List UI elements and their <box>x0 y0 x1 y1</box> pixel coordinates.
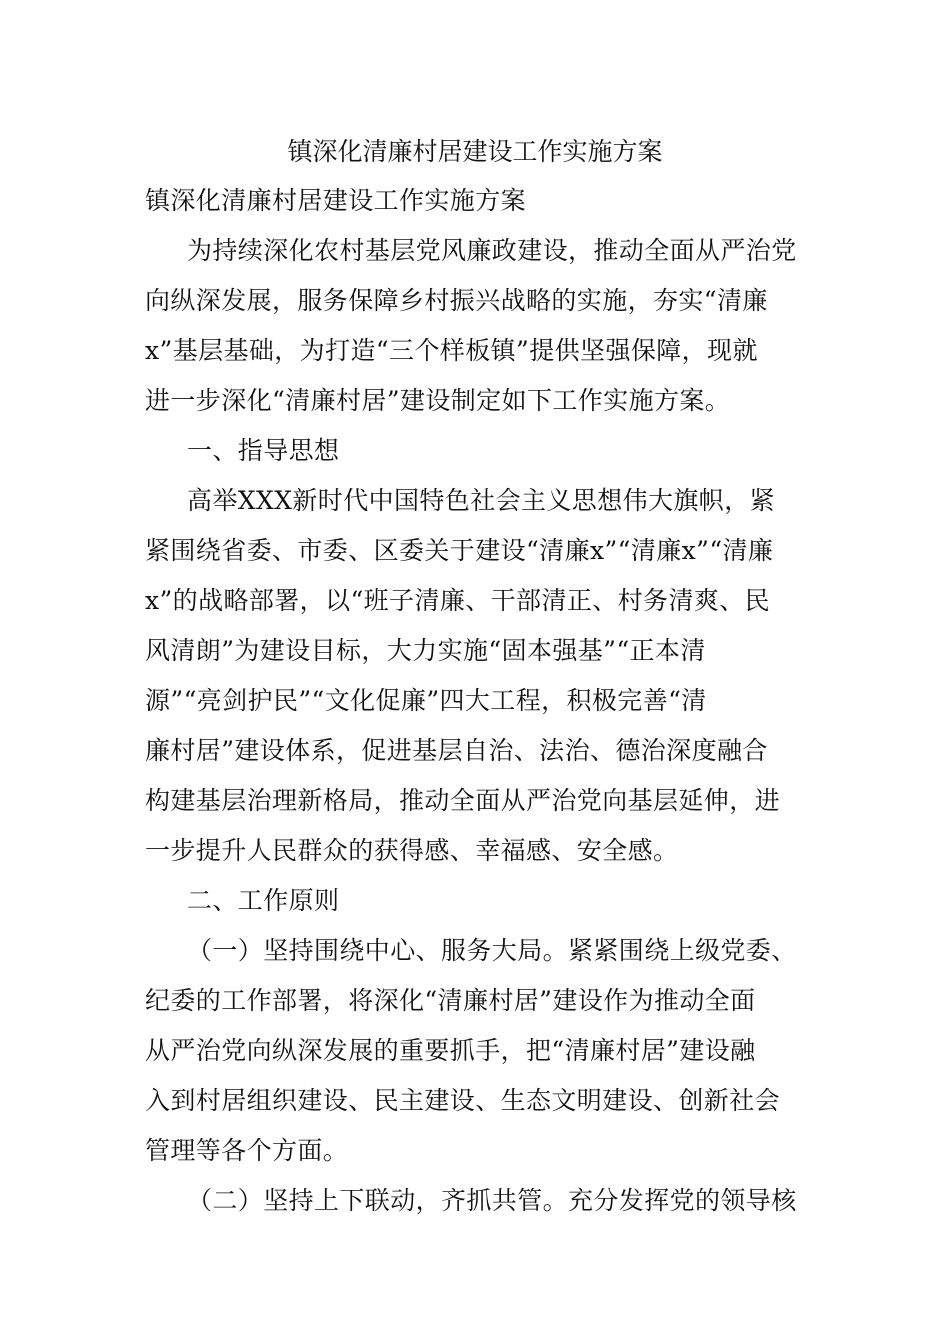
paragraph-line: （一）坚持围绕中心、服务大局。紧紧围绕上级党委、 <box>187 936 797 965</box>
paragraph-line: 紧围绕省委、市委、区委关于建设“清廉x”“清廉x”“清廉 <box>145 536 774 565</box>
paragraph-line: 入到村居组织建设、民主建设、生态文明建设、创新社会 <box>145 1086 781 1115</box>
paragraph-line: 风清朗”为建设目标，大力实施“固本强基”“正本清 <box>145 636 706 665</box>
paragraph-line: 高举XXX新时代中国特色社会主义思想伟大旗帜，紧 <box>187 486 775 515</box>
paragraph-line: （二）坚持上下联动，齐抓共管。充分发挥党的领导核 <box>187 1186 797 1215</box>
document-title: 镇深化清廉村居建设工作实施方案 <box>287 137 663 166</box>
subtitle-line: 镇深化清廉村居建设工作实施方案 <box>145 186 527 215</box>
paragraph-line: x”的战略部署，以“班子清廉、干部清正、村务清爽、民 <box>145 586 771 615</box>
paragraph-line: 为持续深化农村基层党风廉政建设，推动全面从严治党 <box>187 236 797 265</box>
paragraph-line: 一步提升人民群众的获得感、幸福感、安全感。 <box>145 836 679 865</box>
paragraph-line: 向纵深发展，服务保障乡村振兴战略的实施，夯实“清廉 <box>145 286 768 315</box>
paragraph-line: 从严治党向纵深发展的重要抓手，把“清廉村居”建设融 <box>145 1036 756 1065</box>
section-heading: 二、工作原则 <box>187 886 340 915</box>
paragraph-line: 构建基层治理新格局，推动全面从严治党向基层延伸，进 <box>145 786 781 815</box>
paragraph-line: x”基层基础，为打造“三个样板镇”提供坚强保障，现就 <box>145 336 758 365</box>
paragraph-line: 管理等各个方面。 <box>145 1136 349 1165</box>
paragraph-line: 廉村居”建设体系，促进基层自治、法治、德治深度融合 <box>145 736 768 765</box>
section-heading: 一、指导思想 <box>187 436 340 465</box>
paragraph-line: 进一步深化“清廉村居”建设制定如下工作实施方案。 <box>145 386 731 415</box>
paragraph-line: 源”“亮剑护民”“文化促廉”四大工程，积极完善“清 <box>145 686 707 715</box>
paragraph-line: 纪委的工作部署，将深化“清廉村居”建设作为推动全面 <box>145 986 756 1015</box>
